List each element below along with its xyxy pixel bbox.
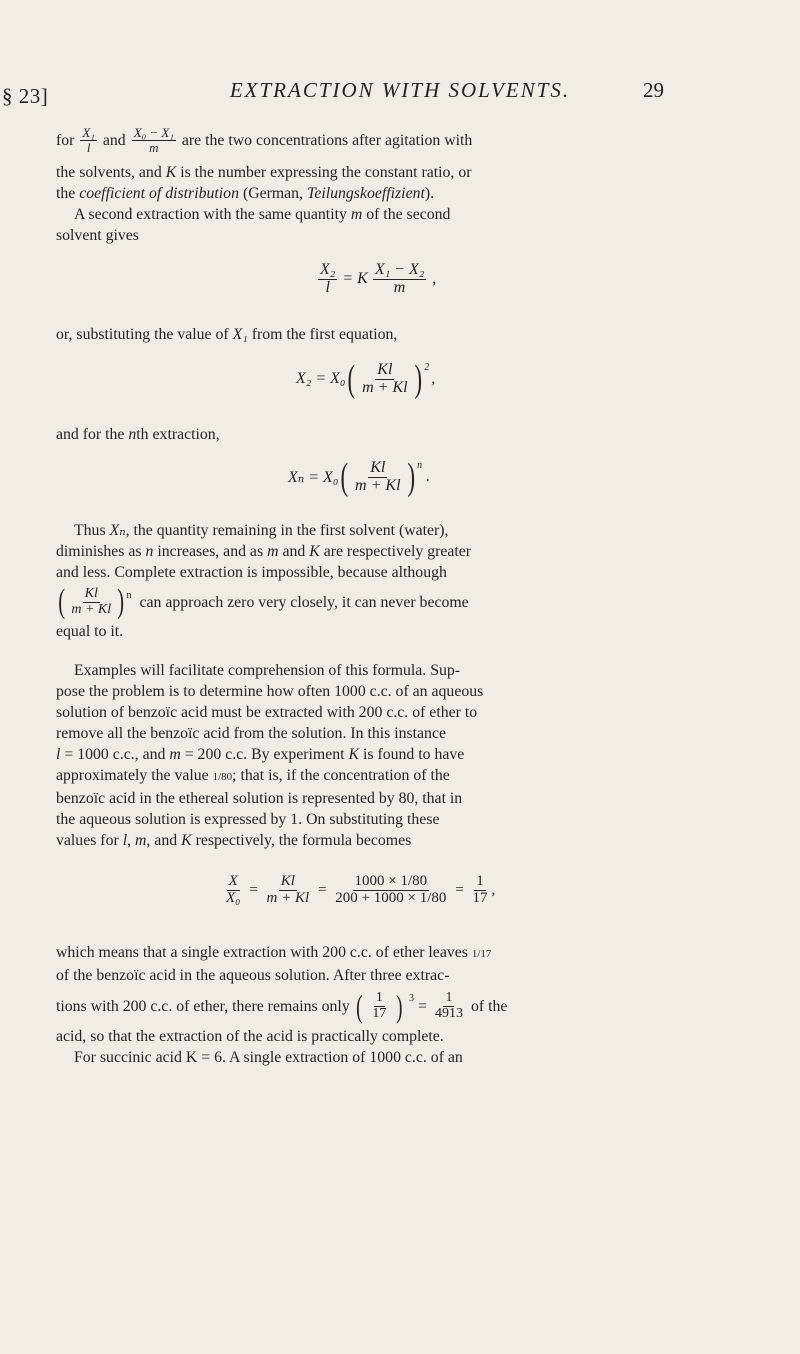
fraction-x0-x1-over-m	[132, 126, 176, 154]
symbol-m: m	[169, 746, 181, 763]
frac-num: Kl	[280, 873, 295, 889]
text-line	[56, 520, 670, 541]
text-line	[56, 986, 670, 1026]
punct: ,	[491, 881, 496, 898]
paragraph-3	[56, 660, 670, 851]
text-line	[56, 1026, 670, 1047]
text-span: tions with 200 c.c. of ether, there remains only	[56, 997, 350, 1015]
symbol-m: m	[350, 206, 363, 223]
text-span: solvent gives	[56, 227, 139, 244]
text-span: of the	[470, 997, 508, 1015]
symbol-m: m	[134, 832, 147, 849]
text-span: ).	[424, 185, 435, 202]
text-line	[56, 809, 670, 830]
symbol-K: K	[348, 746, 360, 763]
inline-fraction: 1/17	[471, 948, 492, 960]
text-span: are respectively greater	[323, 543, 472, 560]
symbol-X1: X₁	[232, 326, 248, 343]
frac-den: m	[149, 139, 159, 155]
text-line	[56, 830, 670, 851]
text-span: or, substituting the value of	[56, 326, 229, 343]
line-substituting	[56, 324, 670, 345]
text-span: benzoïc acid in the ethereal solution is represented by 80, that in	[56, 790, 463, 807]
line-nth	[56, 424, 670, 445]
text-span: = 200 c.c. By experiment	[184, 746, 345, 763]
text-span: which means that a single extraction with 200 c.c. of ether leaves	[56, 944, 468, 961]
symbol-m: m	[267, 543, 279, 560]
text-span: th extraction,	[136, 426, 220, 443]
section-marker: § 23]	[2, 84, 49, 108]
right-paren: )	[396, 988, 403, 1024]
eq-lhs: Xₙ = X₀	[288, 469, 339, 486]
fraction	[373, 262, 426, 297]
fraction	[370, 991, 388, 1021]
text-span: acid, so that the extraction of the acid is practically complete.	[56, 1028, 444, 1045]
frac-num: X₂	[320, 261, 336, 278]
text-span: solution of benzoïc acid must be extracted with 200 c.c. of ether to	[56, 704, 478, 721]
equation-4	[222, 874, 495, 907]
text-line	[56, 681, 670, 702]
symbol-Xn: Xₙ	[109, 522, 126, 539]
text-line	[56, 788, 670, 809]
frac-den: m	[393, 278, 406, 296]
text-span: from the first equation,	[251, 326, 398, 343]
exponent: n	[417, 460, 423, 471]
text-span: the	[56, 185, 76, 202]
frac-num: 1000 × 1/80	[354, 873, 428, 889]
frac-den: 4913	[434, 1005, 463, 1021]
inline-fraction: 1/80	[212, 771, 233, 783]
text-line	[56, 942, 670, 965]
text-span: ,	[127, 832, 132, 849]
text-line	[56, 183, 670, 204]
symbol-n: n	[145, 543, 154, 560]
paragraph-4	[56, 942, 670, 1068]
text-span: Thus	[74, 522, 106, 539]
text-span: (German,	[242, 185, 304, 202]
symbol-n: n	[128, 426, 137, 443]
text-span: respectively, the formula becomes	[195, 832, 412, 849]
left-paren: (	[348, 358, 356, 400]
fraction	[318, 262, 337, 297]
text-and: and	[102, 131, 126, 149]
frac-num: Kl	[370, 458, 386, 476]
fraction	[433, 991, 465, 1021]
text-line	[56, 162, 670, 183]
punct: ,	[432, 270, 437, 288]
symbol-K: K	[309, 543, 320, 560]
text-span: and	[282, 543, 306, 560]
text-line	[56, 541, 670, 562]
frac-num: Kl	[377, 360, 393, 378]
text-line	[56, 702, 670, 723]
frac-num: 1	[445, 989, 453, 1005]
frac-den: 17	[472, 889, 488, 906]
page-number: 29	[643, 78, 664, 102]
text-span: equal to it.	[56, 623, 124, 640]
eq-lhs: X₂ = X₀	[296, 370, 346, 387]
text-line	[56, 723, 670, 744]
fraction	[224, 874, 242, 907]
text-span: , and	[146, 832, 178, 849]
exponent: 3	[409, 993, 415, 1004]
text-span: the aqueous solution is expressed by 1. On substituting these	[56, 811, 440, 828]
frac-num: Kl	[84, 585, 98, 601]
text-line	[56, 1047, 670, 1068]
left-paren: (	[355, 988, 363, 1024]
fraction	[69, 587, 113, 617]
right-paren: )	[414, 358, 422, 400]
text-span: pose the problem is to determine how often 1000 c.c. of an aqueous	[56, 683, 484, 700]
paragraph-1	[56, 124, 670, 246]
frac-den: 200 + 1000 × 1/80	[335, 889, 447, 906]
equals: =	[454, 881, 465, 898]
exponent: n	[126, 590, 132, 601]
symbol-K: K	[165, 164, 177, 181]
frac-den: l	[325, 278, 330, 296]
right-paren: )	[117, 583, 125, 620]
symbol-l: l	[122, 832, 128, 849]
punct: ,	[431, 370, 436, 387]
text-span: ; that is, if the concentration of the	[232, 767, 450, 784]
frac-den: l	[86, 139, 91, 155]
text-line	[56, 621, 670, 642]
frac-num: X	[228, 873, 238, 889]
text-span: and less. Complete extraction is impossible, because although	[56, 564, 447, 581]
text-span: increases, and as	[157, 543, 264, 560]
frac-den: m + Kl	[266, 889, 310, 906]
left-paren: (	[340, 456, 349, 498]
exponent: 2	[424, 362, 430, 373]
text-span: values for	[56, 832, 119, 849]
equation-2	[296, 360, 435, 398]
text-span: remove all the benzoïc acid from the solution. In this instance	[56, 725, 446, 742]
frac-num: 1	[476, 873, 484, 889]
text-span: diminishes as	[56, 543, 142, 560]
left-paren: (	[58, 583, 66, 620]
fraction	[265, 874, 312, 907]
right-paren: )	[407, 456, 415, 498]
text-span: is the number expressing the constant ratio, or	[180, 164, 472, 181]
running-header	[0, 76, 800, 106]
text-for: for	[56, 131, 75, 149]
text-line	[56, 562, 670, 583]
fraction	[353, 460, 402, 495]
frac-num: 1	[375, 989, 383, 1005]
text-line	[56, 204, 670, 225]
frac-den: m + Kl	[355, 476, 401, 494]
text-span: and for the	[56, 426, 125, 443]
running-title: EXTRACTION WITH SOLVENTS.	[229, 78, 571, 102]
equation-1	[316, 262, 436, 297]
text-span: Examples will facilitate comprehension of this formula. Sup-	[74, 662, 461, 679]
frac-den: 17	[372, 1005, 387, 1021]
equals: =	[317, 881, 328, 898]
text-span: is found to have	[362, 746, 465, 763]
frac-num: X₀ − X₁	[133, 124, 174, 140]
text-span: For succinic acid K = 6. A single extraction of 1000 c.c. of an	[74, 1049, 463, 1066]
fraction	[471, 874, 490, 907]
equals: =	[418, 997, 427, 1015]
term-coefficient: coefficient of distribution	[79, 185, 239, 202]
text-span: = 1000 c.c., and	[64, 746, 166, 763]
text-line	[56, 583, 670, 621]
term-german: Teilungskoeffizient	[306, 185, 425, 202]
symbol-l: l	[56, 746, 61, 763]
equation-3	[288, 458, 430, 496]
symbol-K: K	[181, 832, 192, 849]
fraction	[360, 362, 409, 397]
text-line	[56, 744, 670, 765]
text-span: can approach zero very closely, it can never become	[139, 593, 469, 611]
punct: .	[426, 468, 431, 485]
text-span: A second extraction with the same quantity	[74, 206, 347, 223]
text-line	[56, 660, 670, 681]
text-span: the solvents, and	[56, 164, 162, 181]
paragraph-2	[56, 520, 670, 642]
text-line1-tail: are the two concentrations after agitation with	[181, 131, 473, 149]
fraction-x1-over-l	[80, 126, 96, 154]
frac-num: X₁	[82, 124, 95, 140]
equals-K: = K	[342, 270, 368, 288]
text-span: of the second	[366, 206, 451, 223]
frac-den: m + Kl	[71, 601, 112, 617]
text-line	[56, 765, 670, 788]
equals: =	[248, 881, 259, 898]
fraction	[333, 874, 448, 907]
text-span: of the benzoïc acid in the aqueous solution. After three extrac-	[56, 967, 450, 984]
text-span: approximately the value	[56, 767, 209, 784]
text-line	[56, 965, 670, 986]
text-line	[56, 225, 670, 246]
frac-den: X₀	[226, 889, 241, 906]
text-span: , the quantity remaining in the first solvent (water),	[125, 522, 449, 539]
frac-num: X₁ − X₂	[374, 261, 425, 278]
frac-den: m + Kl	[362, 378, 408, 396]
